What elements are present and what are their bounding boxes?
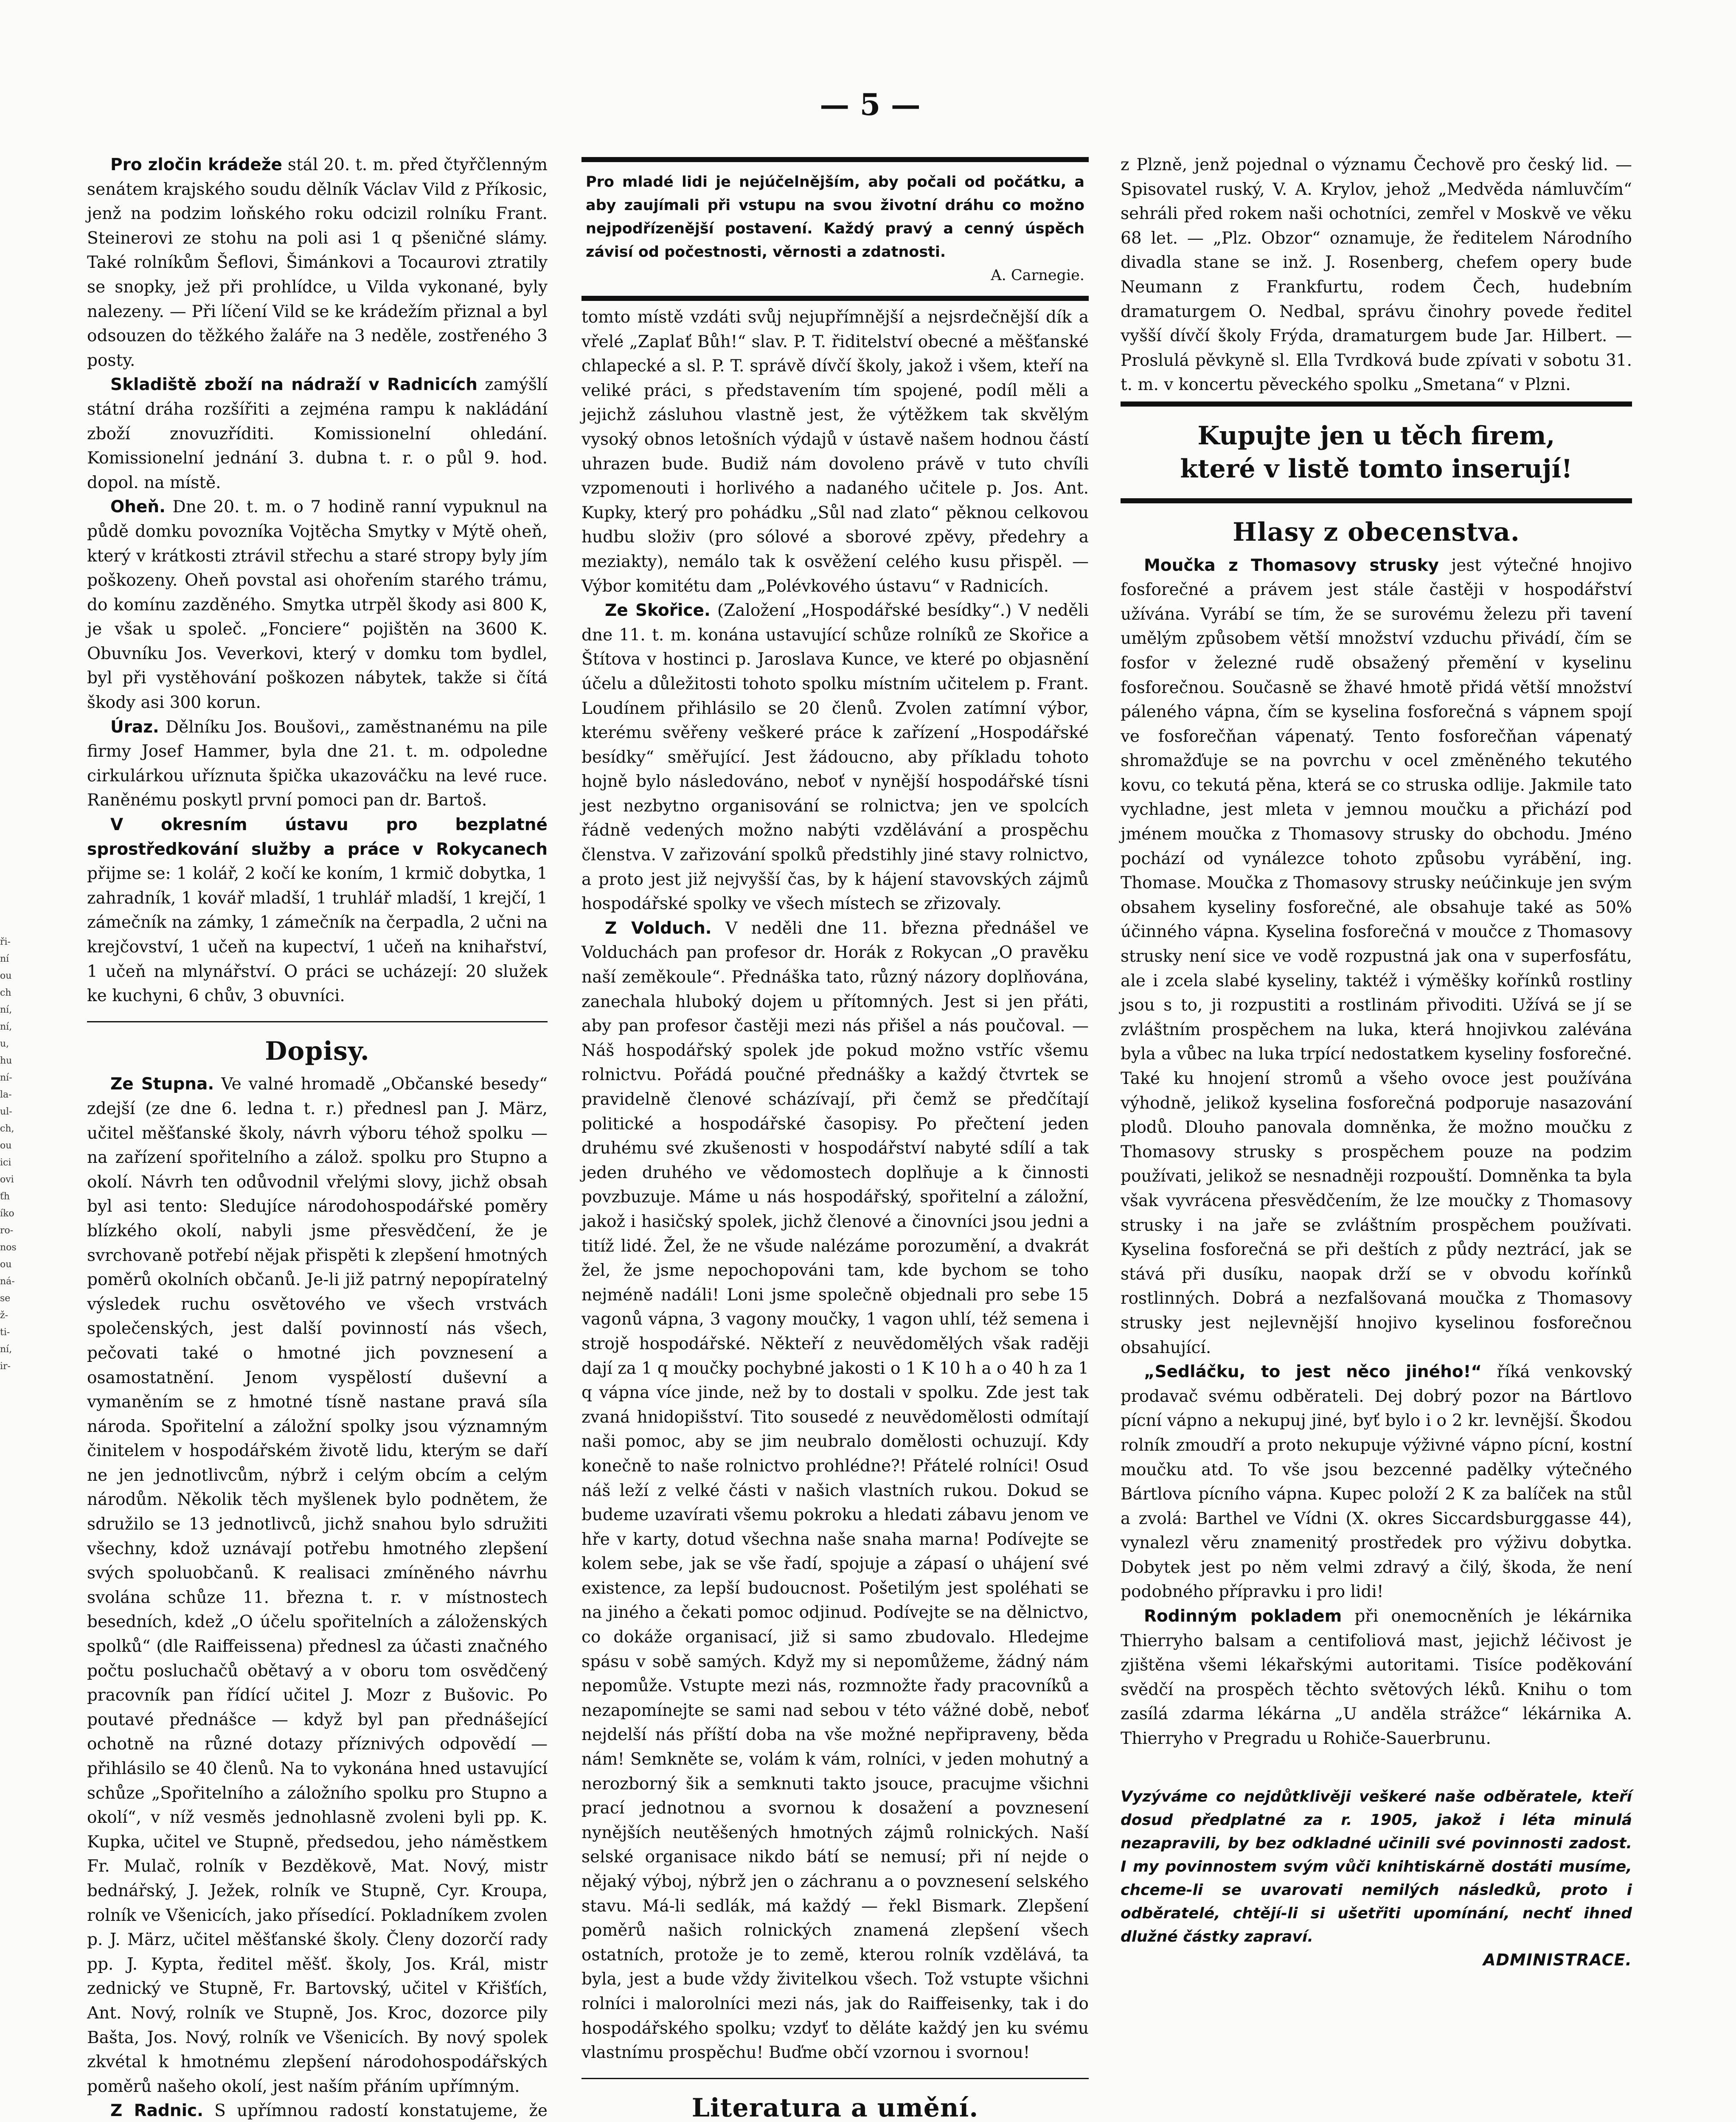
- hlasy-section: [1121, 553, 1632, 1751]
- quote-author: A. Carnegie.: [991, 267, 1084, 284]
- page-number: — 5 —: [820, 87, 921, 122]
- article-paragraph: [87, 813, 548, 1008]
- column-divider: [87, 1021, 548, 1022]
- edge-fragment: íko: [0, 1208, 14, 1219]
- edge-fragment: ici: [0, 1157, 11, 1168]
- edge-fragment: ní,: [0, 1022, 12, 1032]
- article-lead: Úraz.: [110, 717, 159, 737]
- article-lead: V okresním ústavu pro bezplatné sprostředkování služby a práce v Rokycanech: [87, 815, 548, 859]
- edge-fragment: ro-: [0, 1225, 14, 1236]
- notice-text: Vyzýváme co nejdůtklivěji veškeré naše odběratele, kteří dosud předplatné za r. 1905, jakož i léta minulá nezapravili, by bez odkladné učinili své povinnosti zadost. I my povinnostem svým vůči knihtiskárně dostáti musíme, chceme-li se uvarovati nemilých následků, proto i odběratelé, chtějí-li si ušetřiti upomínání, nechť ihned dlužné částky zapraví.: [1121, 1788, 1632, 1945]
- edge-fragment: ři-: [0, 937, 11, 947]
- article-lead: Skladiště zboží na nádraží v Radnicích: [110, 375, 478, 395]
- article-text: říká venkovský prodavač svému odběrateli. Dej dobrý pozor na Bártlovo pícní vápno a nekupuj jiné, byť bylo i o 2 kr. levnější. Škodou rolník zmoudří a proto nekupuje výživné vápno pícní, kostní moučku atd. To vše jsou bezcenné padělky výtečného Bártlova pícního vápna. Kupec položí 2 K za balíček na stůl a zvolá: Barthel ve Vídni (X. okres Siccardsburggasse 44), vynalezl věru znamenitý prostředek pro výživu dobytka. Dobytek jest po něm velmi zdravý a čilý, škoda, že není podobného přípravku i pro lidi!: [1121, 1362, 1632, 1602]
- article-text: při onemocněních je lékárnika Thierryho balsam a centifoliová mast, jejichž léčivost je zjištěna všemi lékařskými autoritami. Tisíce poděkování svědčí na prospěch těchto světových léků. Knihu o tom zasílá zdarma lékárna „U anděla strážce“ lékárnika A. Thierryho v Pregradu u Rohiče-Sauerbrunu.: [1121, 1607, 1632, 1749]
- article-lead: Rodinným pokladem: [1144, 1607, 1342, 1626]
- quote-text: Pro mladé lidi je nejúčelnějším, aby počali od počátku, a aby zaujímali při vstupu na svou životní dráhu co možno nejpodřízenější postavení. Každý pravý a cenný úspěch závisí od počestnosti, věrnosti a zdatnosti.: [586, 174, 1084, 261]
- article-lead: Pro zločin krádeže: [110, 155, 282, 174]
- edge-fragment: ir-: [0, 1361, 11, 1372]
- article-lead: Ze Skořice.: [605, 601, 711, 620]
- edge-fragment: ul-: [0, 1106, 12, 1117]
- dopisy-section: [87, 1072, 548, 2122]
- article-lead: Z Radnic.: [110, 2101, 203, 2121]
- article-paragraph: [87, 715, 548, 813]
- article-lead: Oheň.: [110, 497, 166, 517]
- edge-fragment: se: [0, 1293, 11, 1304]
- edge-fragment: ná-: [0, 1276, 15, 1287]
- article-lead: Z Volduch.: [605, 918, 712, 938]
- edge-fragment: ní,: [0, 1344, 12, 1355]
- edge-fragment: u,: [0, 1039, 9, 1049]
- edge-fragment: ní: [0, 954, 9, 964]
- article-text: z Plzně, jenž pojednal o významu Čechově pro český lid. — Spisovatel ruský, V. A. Krylov, jehož „Medvěda námluvčím“ sehráli před rokem naši ochotníci, zemřel v Moskvě ve věku 68 let. — „Plz. Obzor“ oznamuje, že ředitelem Národního divadla stane se inž. J. Rosenberg, chefem opery bude Neumann z Frankfurtu, rodem Čech, hudebním dramaturgem O. Nedbal, správu činohry povede ředitel vyšší dívčí školy Frýda, dramaturgem bude Jar. Hilbert. — Proslulá pěvkyně sl. Ella Tvrdková bude zpívati v sobotu 31. t. m. v koncertu pěveckého spolku „Smetana“ v Plzni.: [1121, 155, 1632, 395]
- article-text: S upřímnou radostí konstatujeme, že: [214, 2101, 548, 2121]
- letters-continued-section: [581, 305, 1089, 2065]
- edge-fragment: ní,: [0, 1005, 12, 1015]
- edge-fragment: ní-: [0, 1072, 12, 1083]
- kupujte-banner: [1121, 419, 1632, 486]
- edge-fragment: ťh: [0, 1191, 10, 1202]
- dopisy-heading: Dopisy.: [265, 1036, 370, 1066]
- kupujte-line-2: které v listě tomto inserují!: [1180, 454, 1573, 484]
- column-divider: [581, 2078, 1089, 2079]
- kupujte-top-rule: [1121, 401, 1632, 407]
- article-text: Dělníku Jos. Boušovi,, zaměstnanému na pile firmy Josef Hammer, byla dne 21. t. m. odpoledne cirkulárkou uříznuta špička ukazováčku na levé ruce. Raněnému poskytl první pomoci pan dr. Bartoš.: [87, 717, 548, 810]
- edge-fragment: ti-: [0, 1327, 10, 1338]
- article-text: V neděli dne 11. března přednášel ve Volduchách pan profesor dr. Horák z Rokycan „O pravěku naší zeměkoule“. Přednáška tato, různý názory doplňována, zanechala hluboký dojem u přítomných. Jest si jen přáti, aby pan profesor častěji mezi nás přišel a nás poučoval. — Náš hospodářský spolek jde pokud možno vstříc všemu rolnictvu. Pořádá poučné přednášky a každý čtvrtek se pravidelně členové scházívají, při čemž se předčítají politické a hospodářské časopisy. Po přečtení jeden druhému své zkušenosti v hospodářství nabyté sdílí a tak jeden druhého ve vědomostech doplňuje a k činnosti povzbuzuje. Máme u nás hospodářský, spořitelní a záložní, jakož i hasičský spolek, jichž členové a činovníci jsou jedni a titíž lidé. Žel, že ne všude nalézáme porozumění, a dvakrát žel, že jsme nepochopováni tam, kde bychom se toho nejméně nadáli! Loni jsme společně objednali pro sebe 15 vagonů vápna, 3 vagony moučky, 1 vagon uhlí, též semena i strojě hospodářské. Někteří z neuvědomělých však raději dají za 1 q moučky pochybné jakosti o 1 K 10 h a o 40 h za 1 q vápna více jinde, než by to dostali v spolku. Zde jest tak zvaná hnidopišství. Tito sousedé z neuvědomělosti odmítají naši pomoc, aby se jim neubralo domělosti ochuzují. Kdy konečně to naše rolnictvo prohlédne?! Přátelé rolníci! Osud náš leží z velké části v našich vlastních rukou. Dokud se budeme uzavírati všemu pokroku a hledati zábavu jenom ve hře v karty, dotud všechna naše snaha marna! Podívejte se kolem sebe, jak se vše řadí, spojuje a zápasí o uhájení své existence, za lepší budoucnost. Pošetilým jest spoléhati se na jiného a čekati pomoc odjinud. Podívejte se na dělnictvo, co dokáže organisací, již si samo zbudovalo. Hledejme spásu v sobě samých. Když my si nepomůžeme, žádný nám nepomůže. Vstupte mezi nás, rozmnožte řady pracovníků a nezapomínejte se sami nad sebou v této vážné době, neboť nejdelší nás příští doba na vše možné nepřipraveny, běda nám! Semkněte se, volám k vám, rolníci, v jeden mohutný a nerozborný šik a semknuti takto jsouce, pracujme všichni prací jednotnou a svornou k dosažení a povznesení nynějších neutěšených hmotných zájmů rolnických. Naší selské organisace nikdo bátí se nemusí; při ní nejde o nějaký výboj, nýbrž jen o záchranu a o povznesení selského stavu. Má-li sedlák, má každý — řekl Bismark. Zlepšení poměrů našich rolnických znamená zlepšení všech ostatních, protože je to země, kterou rolník vzdělává, ta byla, jest a bude vždy živitelkou všech. Tož vstupte všichni rolníci i malorolníci mezi nás, jak do Raiffeisenky, tak i do hospodářského spolku; vzdyť to děláte každý jen ku svému vlastnímu prospěchu! Buďme občí vzornou i svornou!: [581, 918, 1089, 2063]
- column-2: [581, 153, 1089, 2122]
- column-3: [1121, 153, 1632, 1972]
- edge-fragment: ou: [0, 971, 12, 981]
- culture-news-section: [1121, 153, 1632, 397]
- article-paragraph: [87, 2099, 548, 2122]
- edge-fragment: ou: [0, 1140, 12, 1151]
- carnegie-quote: [581, 166, 1089, 292]
- edge-fragment: ch,: [0, 1123, 14, 1134]
- article-text: jest výtečné hnojivo fosforečné a právem jest stále častěji v hospodářství užívána. Vyrábí se tím, že se surovému železu při tavení umělým způsobem větší množství vzduchu přivádí, čím se fosfor v železné rudě obsažený přemění v kyselinu fosforečnou. Současně se žhavé hmotě přidá větší množství páleného vápna, čím se kyselina fosforečná s vápnem spojí ve fosforečňan vápenatý. Tento fosforečňan vápenatý shromažďuje se na povrchu v ocel změněného tekutého kovu, co tekutá pěna, která se co struska odlije. Jakmile tato vychladne, jest mleta v jemnou moučku a přichází pod jménem moučka z Thomasovy strusky do obchodu. Jméno pochází od vynálezce tohoto způsobu vyrábění, ing. Thomase. Moučka z Thomasovy strusky neúčinkuje jen svým obsahem kyseliny fosforečné, ale obsahuje také as 50% účinného vápna. Kyselina fosforečná v moučce z Thomasovy strusky není sice ve vodě rozpustná jak ona v superfosfátu, ale i zcela slabé kyseliny, taktéž i výměšky kořínků rostliny jsou s to, ji rozpustiti a rostlinám přivoditi. Užívá se jí se zvláštním prospěchem na luka, která hnojivkou zalévána byla a vůbec na luka trpící nedostatkem kyseliny fosforečné. Také ku hnojení stromů a všeho ovoce jest používána výhodně, jelikož kyselina fosforečná podporuje nasazování plodů. Dlouho panovala domněnka, že možno moučku z Thomasovy strusky s prospěchem pouze na podzim používati, jelikož se nesnadněji rozpouští. Domněnka ta byla však vyvrácena přesvědčením, že lze moučky z Thomasovy strusky i na jaře se zvláštním prospěchem používati. Kyselina fosforečná se při deštích z půdy neztrácí, jak se stává při dusíku, naopak drží se v obvodu kořínků rostlinných. Dobrá a nezfalšovaná moučka z Thomasovy strusky jest nejlevnější hnojivo kyselinou fosforečnou obsahující.: [1121, 556, 1632, 1357]
- article-lead: „Sedláčku, to jest něco jiného!“: [1144, 1362, 1482, 1382]
- article-text: stál 20. t. m. před čtyřčlenným senátem krajského soudu dělník Václav Vild z Příkosic, jenž na podzim loňského roku odcizil rolníku Frant. Steinerovi ze stohu na poli asi 1 q pšeničné slámy. Také rolníkům Šeflovi, Šimánkovi a Tocaurovi ztratily se snopky, jež při prohlídce, u Vilda vykonané, byly nalezeny. — Při líčení Vild se ke krádežím přiznal a byl odsouzen do těžkého žaláře na 3 neděle, zostřeného 3 posty.: [87, 155, 548, 370]
- edge-fragment: ou: [0, 1259, 12, 1270]
- subscription-notice: [1121, 1785, 1632, 1972]
- article-paragraph: [87, 373, 548, 495]
- article-text: zamýšlí státní dráha rozšířiti a zejména rampu k nakládání zboží znovuzříditi. Komissionelní ohledání. Komissionelní jednání 3. dubna t. r. o půl 9. hod. dopol. na místě.: [87, 375, 548, 492]
- notice-signature: ADMINISTRACE.: [1483, 1950, 1632, 1969]
- edge-fragment: ovi: [0, 1174, 14, 1185]
- hlasy-heading: Hlasy z obecenstva.: [1233, 517, 1520, 547]
- article-paragraph: [581, 305, 1089, 598]
- article-paragraph: [87, 495, 548, 715]
- article-paragraph: [1121, 553, 1632, 1360]
- edge-fragment: ch: [0, 988, 11, 998]
- article-text: Ve valné hromadě „Občanské besedy“ zdejší (ze dne 6. ledna t. r.) přednesl pan J. März, učitel měšťanské školy, návrh výboru téhož spolku — na zařízení spořitelního a zálož. spolku pro Stupno a okolí. Návrh ten odůvodnil vřelými slovy, jichž obsah byl asi tento: Sledujíce národohospodářské poměry blízkého okolí, nabyli jsme přesvědčení, že je svrchovaně potřebí nějak přispěti k zlepšení hmotných poměrů okolních občanů. Je-li již patrný nepopíratelný výsledek ruchu osvětového ve všech vrstvách společenských, jest další povinností nás všech, pečovati také o hmotné jich povznesení a osamostatnění. Jenom vyspělostí duševní a vymaněním se z hmotné tísně nastane pravá síla národa. Spořitelní a záložní spolky jsou významným činitelem v hospodářském životě lidu, kterým se daří ne jen jednotlivcům, nýbrž i celým obcím a celým národům. Několik těch myšlenek bylo podnětem, že sdružilo se 13 jednotlivců, jichž snahou bylo sdružiti všechny, kdož uznávají potřebu hmotného zlepšení svých spoluobčanů. K realisaci zmíněného návrhu svolána schůze 11. března t. r. v místnostech besedních, kdež „O účelu spořitelních a záloženských spolků“ (dle Raiffeissena) přednesl za účasti značného počtu posluchačů obětavý a v oboru tom osvědčený pracovník pan řídící učitel J. Mozr z Bušovic. Po poutavé přednášce — když byl pan přednášející ochotně na různé dotazy příznivých odpovědí — přihlásilo se 40 členů. Na to vykonána hned ustavující schůze „Spořitelního a záložního spolku pro Stupno a okolí“, v níž vesměs jednohlasně zvoleni byli pp. K. Kupka, učitel ve Stupně, předsedou, jeho náměstkem Fr. Mulač, rolník v Bezděkově, Mat. Nový, mistr bednářský, J. Ježek, rolník ve Stupně, Cyr. Kroupa, rolník ve Všenicích, jako přísedící. Pokladníkem zvolen p. J. März, učitel měšťanské školy. Členy dozorčí rady pp. J. Kypta, ředitel měšť. školy, Jos. Král, mistr zednický ve Stupně, Fr. Bartovský, učitel v Křišťích, Ant. Nový, rolník ve Stupně, Jos. Kroc, dozorce pily Bašta, Jos. Nový, rolník ve Všenicích. By nový spolek zkvétal k hmotnému zlepšení národohospodářských poměrů našeho okolí, jest naším přáním upřímným.: [87, 1075, 548, 2096]
- quote-top-rule: [581, 157, 1089, 162]
- article-paragraph: [1121, 1604, 1632, 1751]
- article-paragraph: [1121, 1360, 1632, 1604]
- article-lead: Moučka z Thomasovy strusky: [1144, 556, 1439, 575]
- article-paragraph: [581, 916, 1089, 2065]
- article-paragraph: [581, 598, 1089, 916]
- edge-fragment: nos: [0, 1242, 17, 1253]
- literatura-heading: Literatura a umění.: [691, 2093, 979, 2122]
- article-paragraph: [87, 153, 548, 373]
- quote-bottom-rule: [581, 296, 1089, 301]
- article-paragraph: [1121, 153, 1632, 397]
- column-1: [87, 153, 548, 2122]
- article-text: Dne 20. t. m. o 7 hodině ranní vypuknul na půdě domku povozníka Vojtěcha Smytky v Mýtě oheň, který v krátkosti ztrávil střechu a staré stropy byly jím poškozeny. Oheň povstal asi ohořením starého trámu, do komínu zazděného. Smytka utrpěl škody asi 800 K, je však u společ. „Fonciere“ pojištěn na 3600 K. Obuvníku Jos. Veverkovi, který v domku tom bydlel, byl při vystěhování poškozen nábytek, takže si čítá škody asi 300 korun.: [87, 497, 548, 713]
- article-text: tomto místě vzdáti svůj nejupřímnější a nejsrdečnější dík a vřelé „Zaplať Bůh!“ slav. P. T. řiditelství obecné a měšťanské chlapecké a sl. P. T. správě dívčí školy, jakož i všem, kteří na veliké práci, s představením tím spojené, podíl měli a jejichž zásluhou vlastně jest, že výtěžkem tak skvělým vysoký obnos letošních výdajů v ústavě našem hodnou částí uhrazen bude. Budiž nám dovoleno právě v tuto chvíli vzpomenouti i horlivého a nadaného učitele p. Jos. Ant. Kupky, který pro pohádku „Sůl nad zlato“ pěknou celkovou hudbu složiv (pro sólové a sborové zpěvy, předehry a meziakty), nemálo tak k osvěžení celého kusu přispěl. — Výbor komitétu dam „Polévkového ústavu“ v Radnicích.: [581, 308, 1089, 596]
- edge-fragment: ž-: [0, 1310, 8, 1321]
- article-text: (Založení „Hospodářské besídky“.) V neděli dne 11. t. m. konána ustavující schůze rolníků ze Skořice a Štítova v hostinci p. Jaroslava Kunce, ve které po objasnění účelu a důležitosti tohoto spolku místním učitelem p. Frant. Loudínem přihlásilo se 20 členů. Zvolen zatímní výbor, kterému svěřeny veškeré práce k zařízení „Hospodářské besídky“ směřující. Jest žádoucno, aby příkladu tohoto hojně bylo následováno, neboť v nynější hospodářské tísni jest nezbytno organisování se rolnictva; jen ve spolcích řádně vedených možno nabýti vzdělávání a prospěchu členstva. V zařizování spolků předstihly jiné stavy rolnictvo, a proto jest již nejvyšší čas, by k hájení stavovských zájmů hospodářské spolky ve všech místech se zřizovaly.: [581, 601, 1089, 914]
- kupujte-bottom-rule: [1121, 498, 1632, 503]
- article-paragraph: [87, 1072, 548, 2099]
- article-text: přijme se: 1 kolář, 2 kočí ke koním, 1 krmič dobytka, 1 zahradník, 1 kovář mladší, 1 truhlář mladší, 1 krejčí, 1 zámečník na zámky, 1 zámečník na čerpadla, 2 učni na krejčovství, 1 učeň na kupectví, 1 učeň na knihařství, 1 učeň na mlynářství. O práci se ucházejí: 20 služek ke kuchyni, 6 chův, 3 obuvníci.: [87, 864, 548, 1006]
- left-edge-fragments: [0, 934, 17, 1528]
- kupujte-line-1: Kupujte jen u těch firem,: [1197, 421, 1555, 451]
- edge-fragment: hu: [0, 1055, 12, 1066]
- article-lead: Ze Stupna.: [110, 1075, 214, 1094]
- local-news-section: [87, 153, 548, 1008]
- edge-fragment: la-: [0, 1089, 12, 1100]
